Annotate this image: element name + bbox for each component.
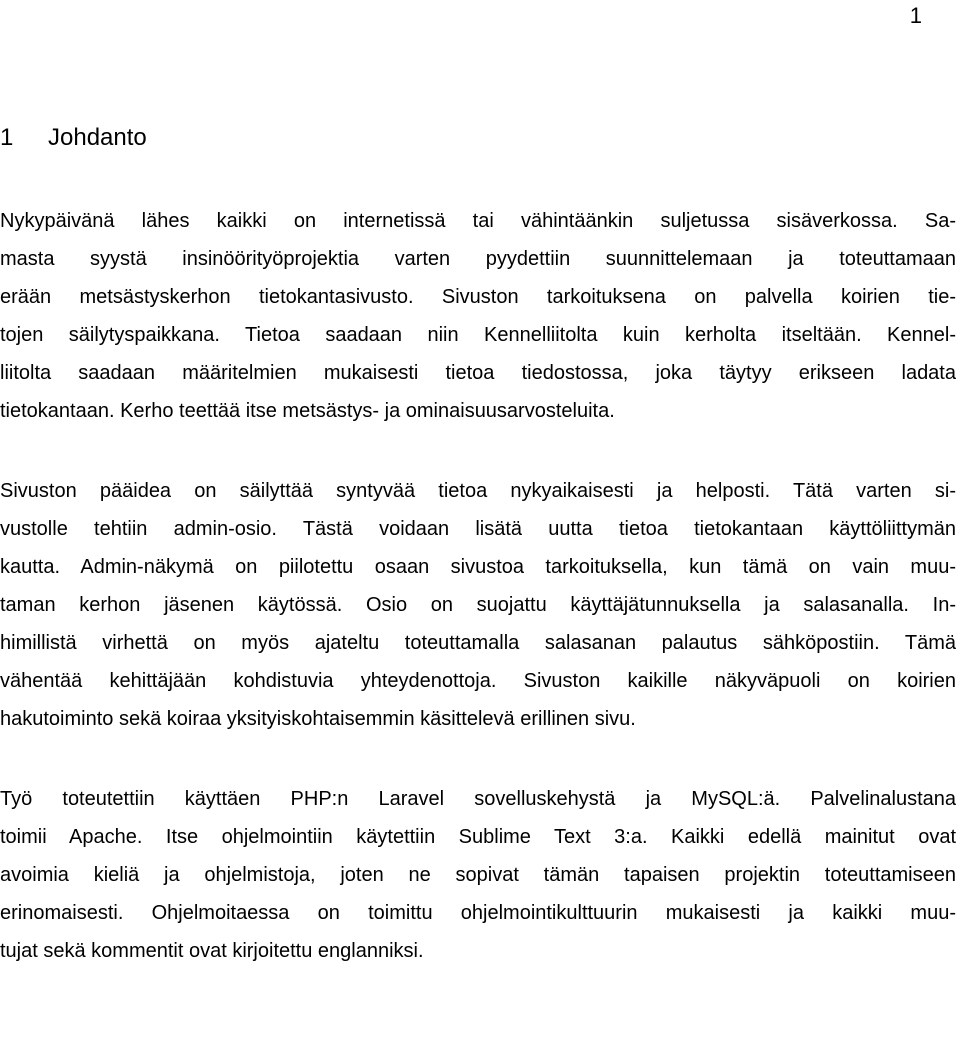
text-line: tojen säilytyspaikkana. Tietoa saadaan niin Kennelliitolta kuin kerholta itseltään. Kennel-	[0, 324, 956, 346]
paragraph-admin	[0, 472, 956, 738]
section-number: 1	[0, 124, 14, 151]
text-line: erinomaisesti. Ohjelmoitaessa on toimittu ohjelmointikulttuurin mukaisesti ja kaikki muu-	[0, 902, 956, 924]
text-line: vustolle tehtiin admin-osio. Tästä voidaan lisätä uutta tietoa tietokantaan käyttöliittymän	[0, 518, 956, 540]
text-line: liitolta saadaan määritelmien mukaisesti tietoa tiedostossa, joka täytyy erikseen ladata	[0, 362, 956, 384]
text-line: himillistä virhettä on myös ajateltu toteuttamalla salasanan palautus sähköpostiin. Tämä	[0, 632, 956, 654]
text-line: tujat sekä kommentit ovat kirjoitettu englanniksi.	[0, 940, 424, 962]
body-text	[0, 202, 956, 1012]
section-title: Johdanto	[48, 124, 147, 151]
paragraph-intro	[0, 202, 956, 430]
text-line: vähentää kehittäjään kohdistuvia yhteydenottoja. Sivuston kaikille näkyväpuoli on koirien	[0, 670, 956, 692]
text-line: hakutoiminto sekä koiraa yksityiskohtaisemmin käsittelevä erillinen sivu.	[0, 708, 636, 730]
text-line: taman kerhon jäsenen käytössä. Osio on suojattu käyttäjätunnuksella ja salasanalla. In-	[0, 594, 956, 616]
text-line: toimii Apache. Itse ohjelmointiin käytettiin Sublime Text 3:a. Kaikki edellä mainitut ovat	[0, 826, 956, 848]
section-heading	[0, 122, 147, 154]
text-line: Nykypäivänä lähes kaikki on internetissä tai vähintäänkin suljetussa sisäverkossa. Sa-	[0, 210, 956, 232]
page-number: 1	[909, 3, 922, 28]
text-line: tietokantaan. Kerho teettää itse metsästys- ja ominaisuusarvosteluita.	[0, 400, 615, 422]
text-line: erään metsästyskerhon tietokantasivusto. Sivuston tarkoituksena on palvella koirien tie-	[0, 286, 956, 308]
text-line: Sivuston pääidea on säilyttää syntyvää tietoa nykyaikaisesti ja helposti. Tätä varten si-	[0, 480, 956, 502]
text-line: Työ toteutettiin käyttäen PHP:n Laravel sovelluskehystä ja MySQL:ä. Palvelinalustana	[0, 788, 956, 810]
text-line: kautta. Admin-näkymä on piilotettu osaan sivustoa tarkoituksella, kun tämä on vain muu-	[0, 556, 956, 578]
text-line: avoimia kieliä ja ohjelmistoja, joten ne sopivat tämän tapaisen projektin toteuttamiseen	[0, 864, 956, 886]
paragraph-tools	[0, 780, 956, 970]
text-line: masta syystä insinöörityöprojektia varten pyydettiin suunnittelemaan ja toteuttamaan	[0, 248, 956, 270]
